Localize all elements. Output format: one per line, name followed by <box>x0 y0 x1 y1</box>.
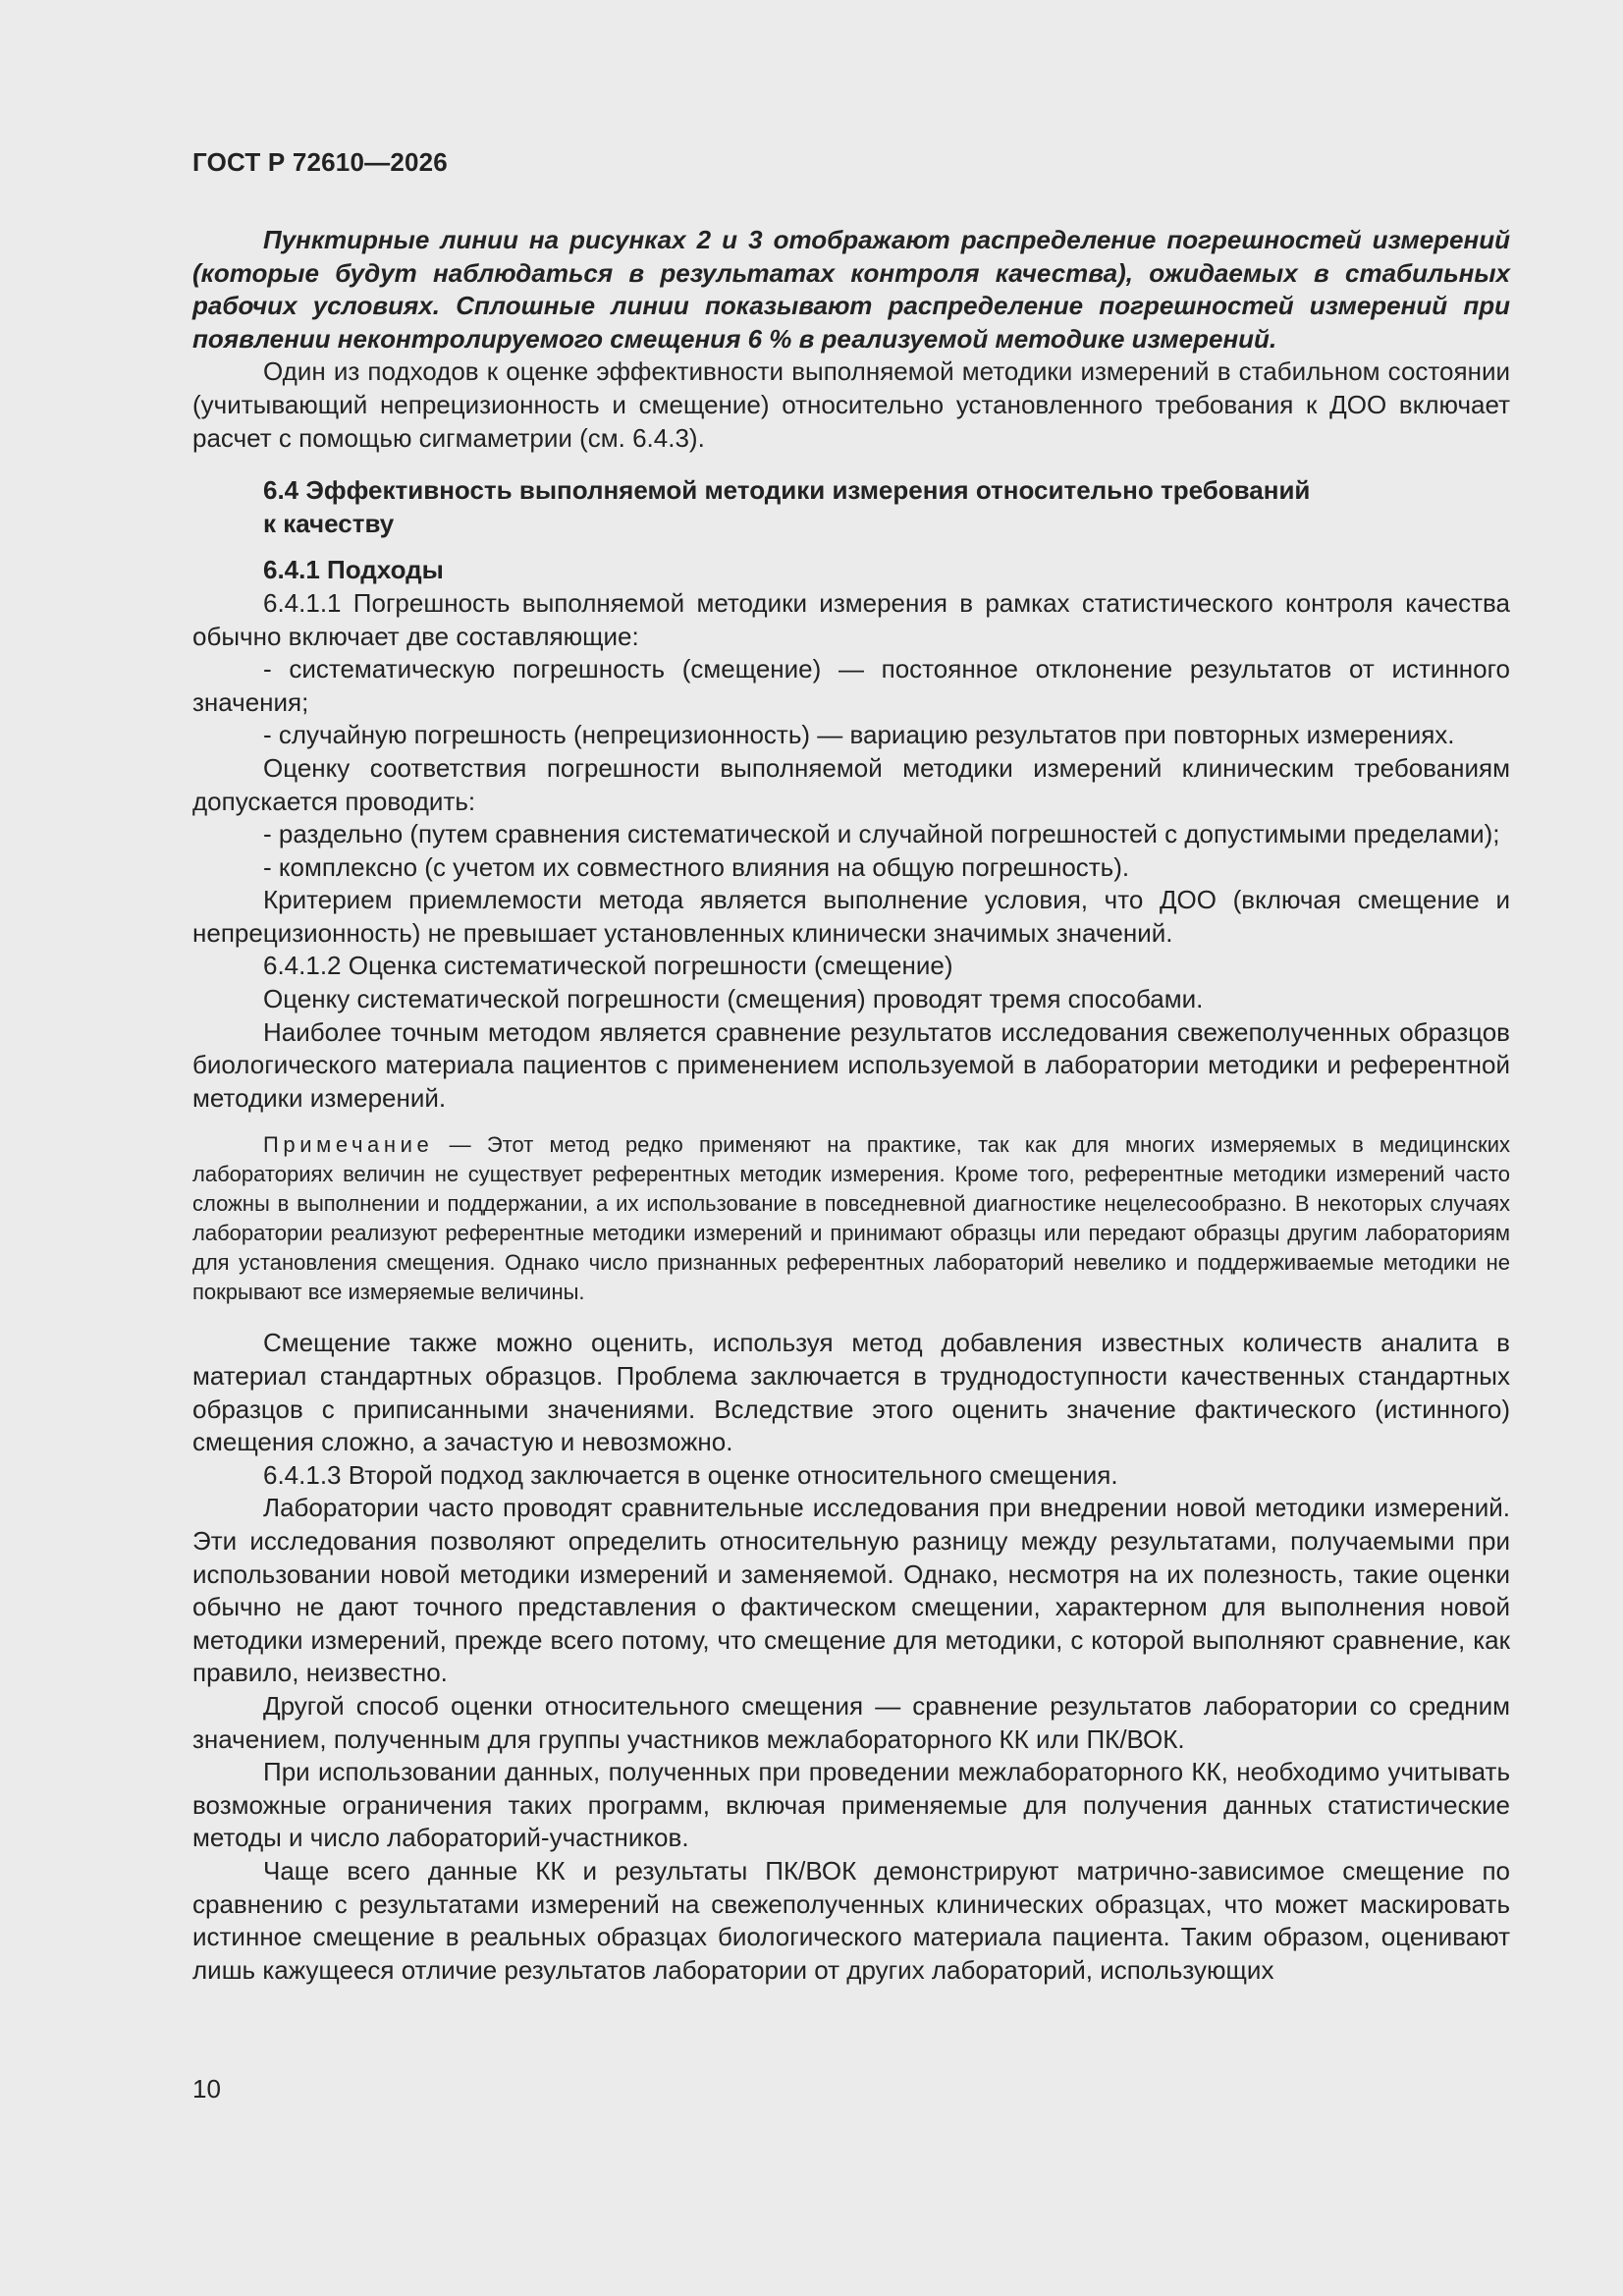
list-item: - раздельно (путем сравнения систематической и случайной погрешностей с допустимыми пределами); <box>263 819 1500 849</box>
note-text: — Этот метод редко применяют на практике, так как для многих измеряемых в медицинских лабораториях величин не существует референтных методик измерения. Кроме того, референтные методики измерений часто сложны в выполнении и поддержании, а их использование в повседневной диагностике нецелесообразно. В некоторых случаях лаборатории реализуют референтные методики измерений и принимают образцы или передают образцы другим лабораториям для установления смещения. Однако число признанных референтных лабораторий невелико и поддерживаемые методики не покрывают все измеряемые величины. <box>192 1132 1510 1305</box>
note-label: Примечание <box>263 1132 434 1158</box>
paragraph: Лаборатории часто проводят сравнительные исследования при внедрении новой методики измерений. Эти исследования позволяют определить относительную разницу между результатами, получаемыми при использовании новой методики измерений и заменяемой. Однако, несмотря на их полезность, такие оценки обычно не дают точного представления о фактическом смещении, характерном для выполнения новой методики измерений, прежде всего потому, что смещение для методики, с которой выполняют сравнение, как правило, неизвестно. <box>192 1493 1510 1688</box>
paragraph-sigma-approach: Один из подходов к оценке эффективности выполняемой методики измерений в стабильном состоянии (учитывающий непрецизионность и смещение) относительно установленного требования к ДОО включает расчет с помощью сигмаметрии (см. 6.4.3). <box>192 356 1510 453</box>
paragraph: Смещение также можно оценить, используя метод добавления известных количеств аналита в материал стандартных образцов. Проблема заключается в труднодоступности качественных стандартных образцов с приписанными значениями. Вследствие этого оценить значение фактического (истинного) смещения сложно, а зачастую и невозможно. <box>192 1328 1510 1457</box>
list-item: - систематическую погрешность (смещение) — постоянное отклонение результатов от истинного значения; <box>192 654 1510 717</box>
paragraph: 6.4.1.1 Погрешность выполняемой методики измерения в рамках статистического контроля качества обычно включает две составляющие: <box>192 587 1510 651</box>
paragraph: Оценку соответствия погрешности выполняемой методики измерений клиническим требованиям допускается проводить: <box>192 752 1510 816</box>
paragraph: Оценку систематической погрешности (смещения) проводят тремя способами. <box>263 984 1204 1014</box>
section-heading-line: к качеству <box>263 508 395 538</box>
paragraph-figure-lines: Пунктирные линии на рисунках 2 и 3 отображают распределение погрешностей измерений (которые будут наблюдаться в результатах контроля качества), ожидаемых в стабильных рабочих условиях. Сплошные линии показывают распределение погрешностей измерений при появлении неконтролируемого смещения 6 % в реализуемой методике измерений. <box>192 225 1510 354</box>
section-heading-line: 6.4 Эффективность выполняемой методики измерения относительно требований <box>263 475 1311 506</box>
page-number: 10 <box>192 2074 221 2104</box>
section-heading-6-4 <box>192 474 1510 540</box>
paragraph: Наиболее точным методом является сравнение результатов исследования свежеполученных образцов биологического материала пациентов с применением используемой в лаборатории методики и референтной методики измерений. <box>192 1016 1510 1113</box>
list-item: - случайную погрешность (непрецизионность) — вариацию результатов при повторных измерениях. <box>263 720 1455 750</box>
page-body <box>192 224 1510 1987</box>
list-item: - комплексно (с учетом их совместного влияния на общую погрешность). <box>263 851 1130 882</box>
paragraph: Другой способ оценки относительного смещения — сравнение результатов лаборатории со средним значением, полученным для группы участников межлабораторного КК или ПК/ВОК. <box>192 1690 1510 1754</box>
paragraph: Чаще всего данные КК и результаты ПК/ВОК демонстрируют матрично-зависимое смещение по сравнению с результатами измерений на свежеполученных клинических образцах, что может маскировать истинное смещение в реальных образцах биологического материала пациента. Таким образом, оценивают лишь кажущееся отличие результатов лаборатории от других лабораторий, использующих <box>192 1855 1510 1985</box>
paragraph: При использовании данных, полученных при проведении межлабораторного КК, необходимо учитывать возможные ограничения таких программ, включая применяемые для получения данных статистические методы и число лабораторий-участников. <box>192 1757 1510 1853</box>
paragraph: Критерием приемлемости метода является выполнение условия, что ДОО (включая смещение и непрецизионность) не превышает установленных клинически значимых значений. <box>192 885 1510 948</box>
note-block <box>192 1130 1510 1307</box>
paragraph: 6.4.1.2 Оценка систематической погрешности (смещение) <box>263 951 953 981</box>
document-id: ГОСТ Р 72610—2026 <box>192 147 448 177</box>
paragraph: 6.4.1.3 Второй подход заключается в оценке относительного смещения. <box>263 1459 1118 1490</box>
section-heading-6-4-1: 6.4.1 Подходы <box>263 555 444 585</box>
